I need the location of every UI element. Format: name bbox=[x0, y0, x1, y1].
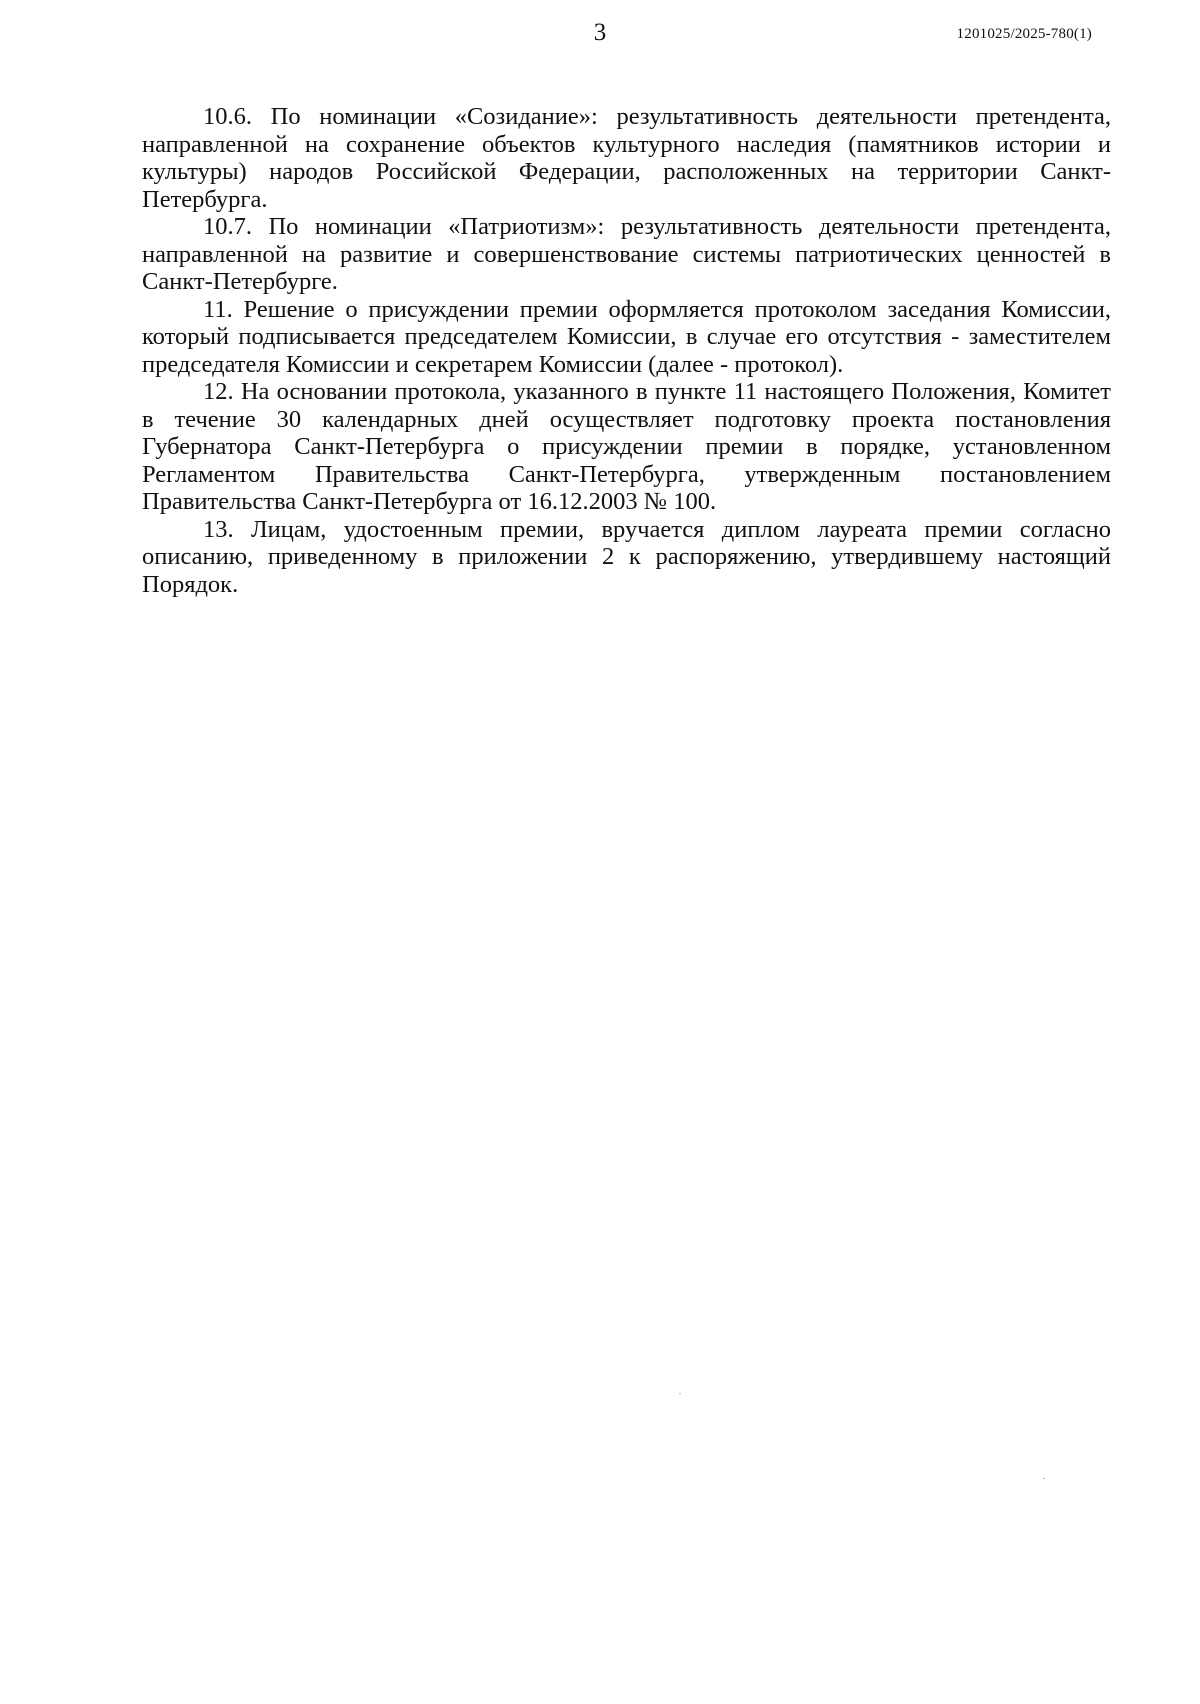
scan-speck bbox=[679, 1393, 681, 1394]
document-id: 1201025/2025-780(1) bbox=[956, 26, 1092, 42]
paragraph-11: 11. Решение о присуждении премии оформляется протоколом заседания Комиссии, который подписывается председателем Комиссии, в случае его отсутствия - заместителем председателя Комиссии и секретарем Комиссии (далее - протокол). bbox=[142, 295, 1111, 378]
paragraph-12: 12. На основании протокола, указанного в пункте 11 настоящего Положения, Комитет в течение 30 календарных дней осуществляет подготовку проекта постановления Губернатора Санкт-Петербурга о присуждении премии в порядке, установленном Регламентом Правительства Санкт-Петербурга, утвержденным постановлением Правительства Санкт-Петербурга от 16.12.2003 № 100. bbox=[142, 378, 1111, 515]
page-number: 3 bbox=[593, 19, 607, 46]
paragraph-10-6: 10.6. По номинации «Созидание»: результативность деятельности претендента, направленной на сохранение объектов культурного наследия (памятников истории и культуры) народов Российской Федерации, расположенных на территории Санкт-Петербурга. bbox=[142, 103, 1111, 213]
document-body bbox=[142, 103, 1111, 598]
paragraph-10-7: 10.7. По номинации «Патриотизм»: результативность деятельности претендента, направленной на развитие и совершенствование системы патриотических ценностей в Санкт-Петербурге. bbox=[142, 213, 1111, 295]
scan-speck bbox=[1043, 1478, 1045, 1479]
paragraph-13: 13. Лицам, удостоенным премии, вручается диплом лауреата премии согласно описанию, приведенному в приложении 2 к распоряжению, утвердившему настоящий Порядок. bbox=[142, 515, 1111, 598]
